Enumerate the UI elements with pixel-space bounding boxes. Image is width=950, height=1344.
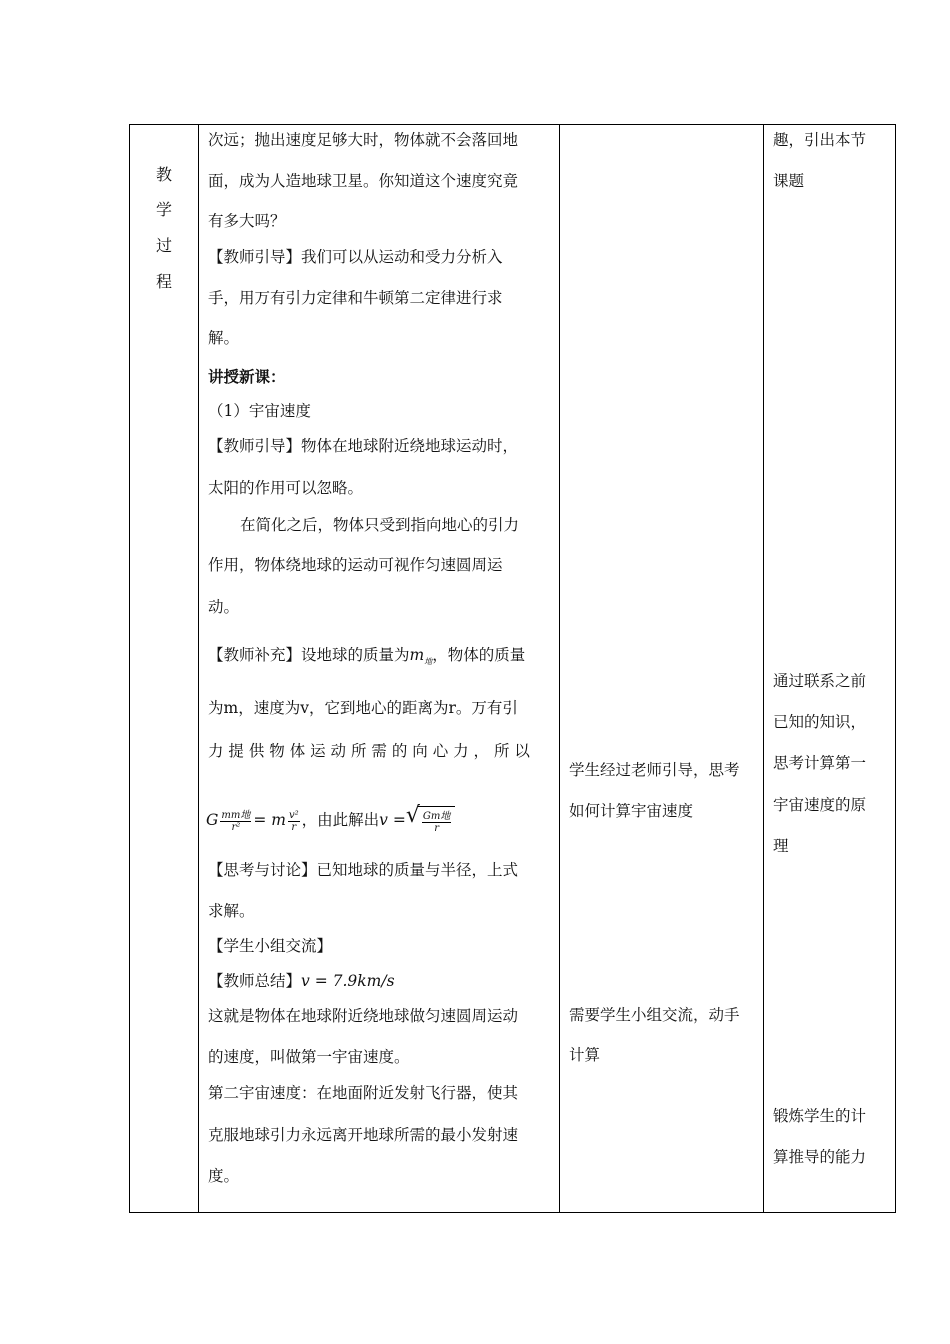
content-line: 手，用万有引力定律和牛顿第二定律进行求 [208, 289, 503, 307]
intent-line: 宇宙速度的原 [773, 796, 867, 814]
math-v: v = [379, 811, 406, 829]
column-divider [763, 125, 764, 1212]
intent-line: 通过联系之前 [773, 672, 867, 690]
intent-line: 已知的知识， [773, 713, 867, 731]
content-line: 为m，速度为v，它到地心的距离为r。万有引 [208, 699, 518, 717]
velocity-formula: v = 7.9km/s [301, 972, 395, 990]
intent-line: 课题 [773, 172, 805, 190]
stage-label-char: 学 [155, 200, 172, 219]
intent-line: 算推导的能力 [773, 1148, 867, 1166]
content-line: 【思考与讨论】已知地球的质量与半径，上式 [208, 861, 519, 879]
formula-line [206, 805, 455, 837]
content-line: 作用，物体绕地球的运动可视作匀速圆周运 [208, 556, 503, 574]
math-g: G [206, 811, 219, 829]
content-line: 的速度，叫做第一宇宙速度。 [208, 1048, 410, 1066]
content-line: 动。 [208, 598, 240, 616]
intent-line: 理 [773, 837, 789, 855]
math-eq: = m [253, 811, 286, 829]
intent-line: 锻炼学生的计 [773, 1107, 867, 1125]
math-var: m [409, 646, 425, 664]
intent-line: 趣，引出本节 [773, 131, 867, 149]
section-heading: 讲授新课： [208, 367, 286, 386]
content-line: 解。 [208, 329, 240, 347]
content-line: 在简化之后，物体只受到指向地心的引力 [240, 516, 520, 534]
column-divider [559, 125, 560, 1212]
fraction-numerator: v² [288, 809, 299, 821]
content-line: 求解。 [208, 902, 255, 920]
content-line: 第二宇宙速度：在地面附近发射飞行器，使其 [208, 1084, 519, 1102]
stage-label-char: 教 [155, 165, 172, 184]
fraction-denominator: r [434, 823, 439, 834]
stage-label-char: 程 [155, 272, 172, 291]
content-line: 【学生小组交流】 [208, 937, 333, 955]
content-line: 这就是物体在地球附近绕地球做匀速圆周运动 [208, 1007, 519, 1025]
student-line: 需要学生小组交流，动手 [569, 1006, 740, 1024]
content-text: ，物体的质量 [432, 646, 526, 664]
content-line [208, 971, 395, 991]
content-line: 面，成为人造地球卫星。你知道这个速度究竟 [208, 172, 519, 190]
content-line: 度。 [208, 1167, 240, 1185]
intent-line: 思考计算第一 [773, 754, 867, 772]
student-line: 如何计算宇宙速度 [569, 802, 694, 820]
stage-label-char: 过 [155, 236, 172, 255]
content-line: 克服地球引力永远离开地球所需的最小发射速 [208, 1126, 519, 1144]
earth-mass-symbol [409, 646, 433, 667]
content-line: 力 提 供 物 体 运 动 所 需 的 向 心 力 ， 所 以 [208, 742, 530, 760]
content-line: 【教师引导】我们可以从运动和受力分析入 [208, 248, 503, 266]
content-text: ，由此解出 [301, 811, 380, 829]
content-line: （1）宇宙速度 [208, 402, 311, 420]
column-divider [198, 125, 199, 1212]
lesson-table [129, 124, 896, 1213]
fraction [288, 810, 300, 833]
fraction [220, 810, 251, 833]
content-text: 【教师总结】 [208, 972, 302, 990]
content-line [208, 645, 525, 672]
content-line: 【教师引导】物体在地球附近绕地球运动时， [208, 437, 519, 455]
content-line: 次远；抛出速度足够大时，物体就不会落回地 [208, 131, 519, 149]
student-line: 计算 [569, 1046, 601, 1064]
square-root [418, 806, 455, 837]
fraction-denominator: r² [231, 821, 241, 833]
math-sub: 地 [424, 657, 433, 667]
fraction-numerator: √ Gm地 [422, 811, 451, 822]
fraction [422, 811, 451, 834]
student-line: 学生经过老师引导，思考 [569, 761, 740, 779]
fraction-denominator: r [291, 821, 297, 833]
content-text: 【教师补充】设地球的质量为 [208, 646, 410, 664]
content-line: 太阳的作用可以忽略。 [208, 479, 364, 497]
fraction-numerator: mm地 [221, 809, 251, 821]
content-line: 有多大吗？ [208, 212, 286, 230]
